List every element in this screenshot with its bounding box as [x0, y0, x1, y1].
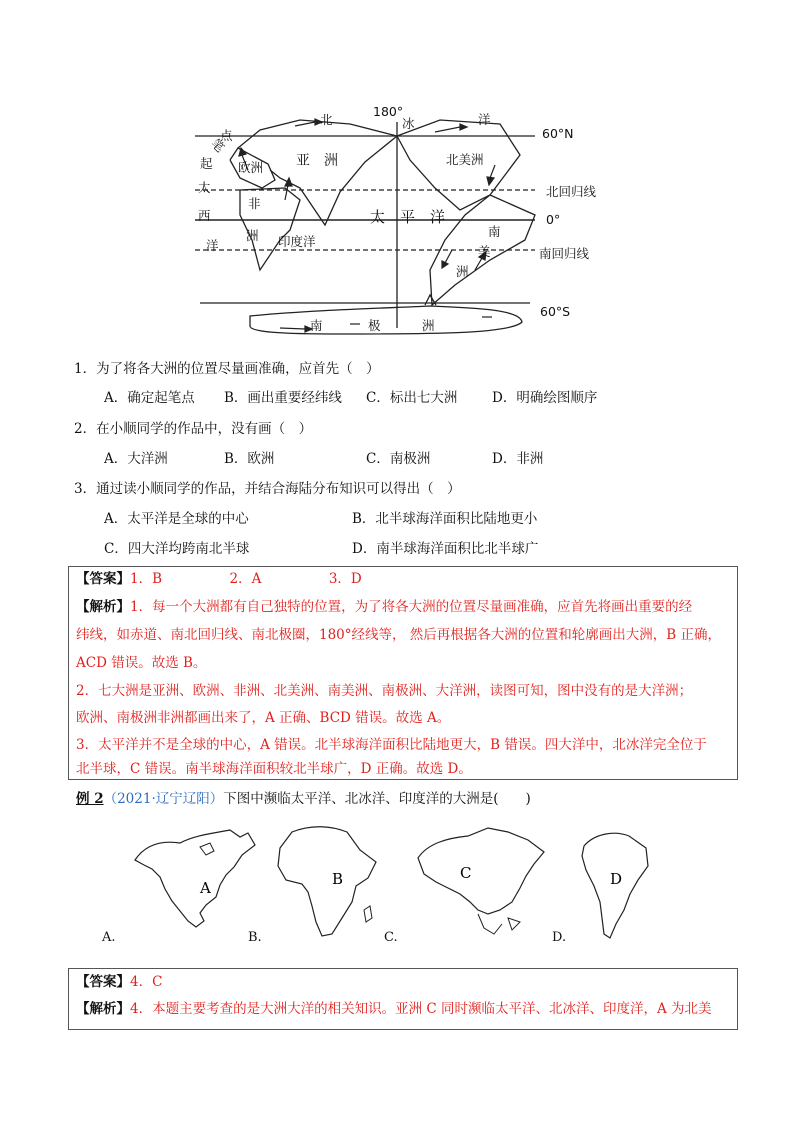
- africa-map: [272, 822, 382, 942]
- label-start-dian: 点: [220, 128, 233, 143]
- label-pacific: 太 平 洋: [370, 208, 446, 226]
- north-america-map: [130, 825, 260, 935]
- answer-2-tag: 【答案】: [76, 974, 130, 990]
- map-letter-b: B: [332, 870, 344, 888]
- analysis-1-line-5: 欧洲、南极洲非洲都画出来了，A 正确、BCD 错误。故选 A。: [76, 710, 451, 726]
- label-180-meridian: 180°: [373, 104, 404, 119]
- label-africa-zhou: 洲: [246, 228, 259, 243]
- analysis-1-line-7: 北半球，C 错误。南半球海洋面积较北半球广，D 正确。故选 D。: [76, 761, 472, 777]
- map-letter-a: A: [200, 879, 211, 897]
- example-2-tag: 例 2: [76, 791, 104, 807]
- label-indian-ocean: 印度洋: [278, 234, 316, 249]
- label-60n: 60°N: [542, 126, 574, 141]
- label-fei: 非: [248, 196, 261, 211]
- answer-2-text: 4．C: [130, 974, 163, 990]
- choice-d-caption: D.: [552, 930, 567, 945]
- label-mei: 美: [478, 244, 491, 259]
- label-north-america: 北美洲: [446, 152, 484, 167]
- answer-1-tag: 【答案】: [76, 571, 130, 587]
- answer-2-row: [76, 973, 162, 991]
- question-3-option-a: A．太平洋是全球的中心: [104, 511, 249, 527]
- label-bing: 冰: [402, 116, 415, 131]
- answer-box-2: [68, 968, 738, 1030]
- choice-b-caption: B.: [248, 930, 262, 945]
- question-1-option-a: A．确定起笔点: [104, 390, 195, 406]
- choice-a-caption: A.: [102, 930, 116, 945]
- label-antarctica-nan: 南: [310, 318, 323, 333]
- label-south-tropic: 南回归线: [539, 246, 590, 261]
- question-2-option-d: D．非洲: [492, 451, 544, 467]
- south-america-map: [574, 826, 654, 944]
- sketch-world-map: [190, 100, 610, 345]
- question-1-option-c: C．标出七大洲: [366, 390, 458, 406]
- label-start-bi: 笔: [208, 135, 228, 156]
- question-2-option-a: A．大洋洲: [104, 451, 168, 467]
- answer-1-text: 1．B 2．A 3．D: [130, 571, 362, 587]
- label-antarctica-ji: 极: [368, 318, 381, 333]
- analysis-1-line-3: ACD 错误。故选 B。: [76, 655, 207, 671]
- question-3-option-d: D．南半球海洋面积比北半球广: [352, 541, 539, 557]
- label-yang-top: 洋: [478, 112, 491, 127]
- question-1-option-d: D．明确绘图顺序: [492, 390, 598, 406]
- asia-map: [408, 818, 548, 940]
- question-3-option-c: C．四大洋均跨南北半球: [104, 541, 250, 557]
- map-letter-c: C: [460, 864, 472, 882]
- analysis-1-line-4: 2．七大洲是亚洲、欧洲、非洲、北美洲、南美洲、南极洲、大洋洲，读图可知，图中没有的是大洋洲；: [76, 683, 693, 699]
- label-europe: 欧洲: [238, 160, 264, 175]
- choice-c-caption: C.: [384, 930, 398, 945]
- label-tai: 太: [198, 180, 211, 195]
- question-1-option-b: B．画出重要经纬线: [224, 390, 342, 406]
- question-3-option-b: B．北半球海洋面积比陆地更小: [352, 511, 538, 527]
- label-north-tropic: 北回归线: [546, 184, 597, 199]
- question-3-stem: 3．通过读小顺同学的作品，并结合海陆分布知识可以得出（ ）: [74, 481, 461, 497]
- label-yang-left: 洋: [206, 238, 219, 253]
- label-qi: 起: [200, 156, 213, 171]
- map-letter-d: D: [610, 870, 623, 888]
- example-2-stem: 下图中濒临太平洋、北冰洋、印度洋的大洲是( ): [223, 791, 531, 807]
- example-2-heading: [76, 790, 531, 808]
- analysis-1-line-2: 纬线，如赤道、南北回归线、南北极圈，180°经线等， 然后再根据各大洲的位置和轮廓画出大洲，B 正确，: [76, 627, 722, 643]
- analysis-1-line-6: 3．太平洋并不是全球的中心，A 错误。北半球海洋面积比陆地更大，B 错误。四大洋中，北冰洋完全位于: [76, 737, 707, 753]
- label-60s: 60°S: [540, 304, 571, 319]
- label-antarctica-zhou: 洲: [422, 318, 435, 333]
- question-1-stem: 1．为了将各大洲的位置尽量画准确，应首先（ ）: [74, 361, 380, 377]
- example-2-source: （2021·辽宁辽阳）: [103, 791, 224, 807]
- label-nan: 南: [488, 224, 501, 239]
- analysis-1-line-1: 【解析】1．每一个大洲都有自己独特的位置，为了将各大洲的位置尽量画准确，应首先将画出重要的经: [76, 599, 693, 615]
- label-asia: 亚 洲: [296, 153, 338, 169]
- answer-1-row: [76, 570, 362, 588]
- label-equator: 0°: [546, 212, 561, 227]
- label-south-america-zhou: 洲: [456, 264, 469, 279]
- question-2-option-c: C．南极洲: [366, 451, 431, 467]
- analysis-2-line: 【解析】4．本题主要考查的是大洲大洋的相关知识。亚洲 C 同时濒临太平洋、北冰洋、印度洋，A 为北美: [76, 1001, 712, 1017]
- question-2-stem: 2．在小顺同学的作品中，没有画（ ）: [74, 421, 313, 437]
- question-2-option-b: B．欧洲: [224, 451, 275, 467]
- analysis-2-tag: 【解析】: [76, 1001, 130, 1017]
- analysis-1-tag: 【解析】: [76, 599, 130, 615]
- label-bei: 北: [320, 112, 333, 127]
- label-xi: 西: [198, 208, 211, 223]
